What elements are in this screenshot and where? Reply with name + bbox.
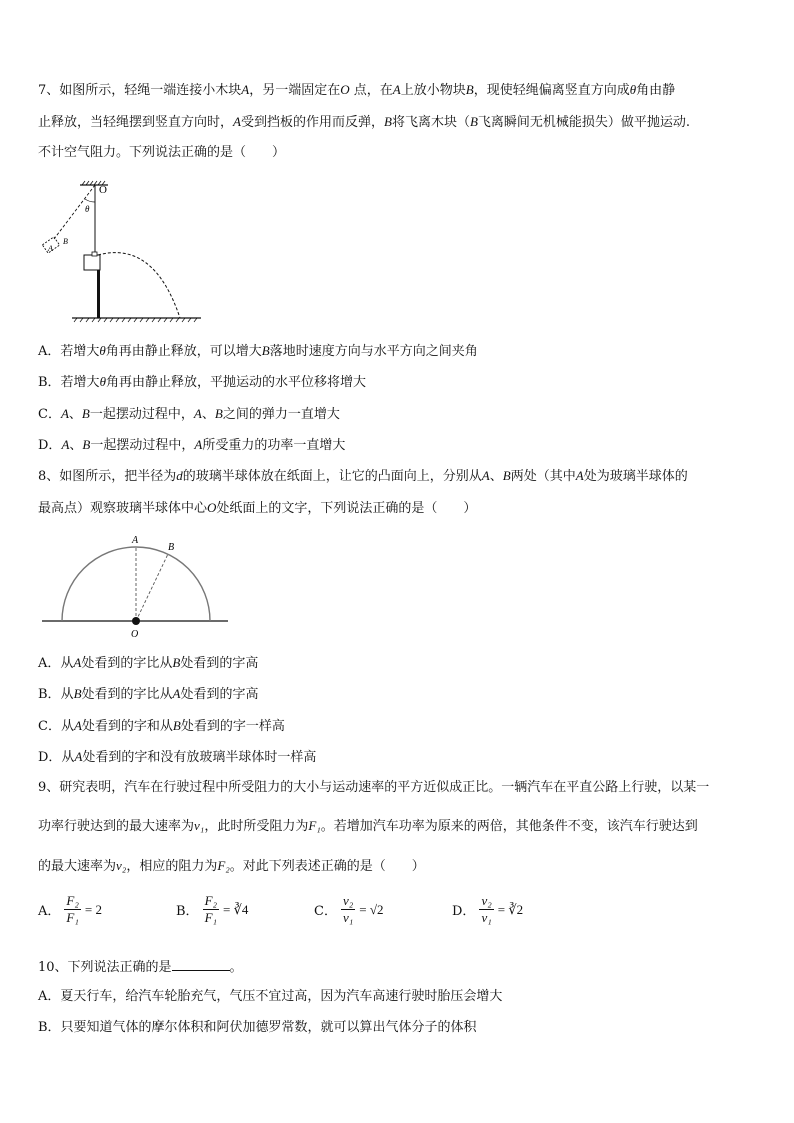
- q9-stem-line-2: 功率行驶达到的最大速率为v₁，此时所受阻力为F₁。若增加汽车功率为原来的两倍，其他条件不变，该汽车行驶达到: [38, 818, 698, 834]
- fig-label-B: B: [63, 237, 68, 246]
- fig-label-B: B: [168, 542, 175, 553]
- q8-option-d[interactable]: D．从A处看到的字和没有放玻璃半球体时一样高: [38, 749, 317, 765]
- q7-pendulum-figure: [36, 178, 206, 328]
- q7-option-c[interactable]: C．A、B一起摆动过程中，A、B之间的弹力一直增大: [38, 406, 340, 422]
- answer-blank[interactable]: [172, 958, 230, 971]
- q7-option-a[interactable]: A．若增大θ角再由静止释放，可以增大B落地时速度方向与水平方向之间夹角: [38, 343, 478, 359]
- q8-stem-line-2: 最高点）观察玻璃半球体中心O处纸面上的文字，下列说法正确的是（ ）: [38, 500, 477, 516]
- q9-stem-line-3: 的最大速率为v₂，相应的阻力为F₂。对此下列表述正确的是（ ）: [38, 858, 425, 874]
- q7-option-b[interactable]: B．若增大θ角再由静止释放，平抛运动的水平位移将增大: [38, 374, 366, 390]
- q7-stem-line-2: 止释放，当轻绳摆到竖直方向时，A受到挡板的作用而反弹，B将飞离木块（B飞离瞬间无机械能损失）做平抛运动.: [38, 114, 691, 130]
- q9-option-c[interactable]: C． $\frac{\text{v₂}}{\text{v₁}}$ = √2: [314, 893, 384, 925]
- q7-option-d[interactable]: D．A、B一起摆动过程中，A所受重力的功率一直增大: [38, 437, 346, 453]
- fig-label-O: O: [99, 184, 107, 196]
- fig-label-theta: θ: [85, 204, 90, 214]
- q7-stem-line-3: 不计空气阻力。下列说法正确的是（ ）: [38, 145, 286, 160]
- q7-stem-line-1: 7、如图所示，轻绳一端连接小木块A，另一端固定在O 点，在A上放小物块B，现使轻绳偏离竖直方向成θ角由静: [38, 82, 676, 98]
- q9-option-b[interactable]: B． $\frac{\text{F₂}}{\text{F₁}}$ = ∛4: [176, 893, 249, 925]
- q9-stem-line-1: 9、研究表明，汽车在行驶过程中所受阻力的大小与运动速率的平方近似成正比。一辆汽车在平直公路上行驶，以某一: [38, 780, 710, 795]
- q10-option-b[interactable]: B．只要知道气体的摩尔体积和阿伏加德罗常数，就可以算出气体分子的体积: [38, 1020, 477, 1035]
- q8-option-c[interactable]: C．从A处看到的字和从B处看到的字一样高: [38, 718, 285, 734]
- q9-option-a[interactable]: A． $\frac{\text{F₂}}{\text{F₁}}$ = 2: [38, 893, 102, 925]
- q10-stem: 10、下列说法正确的是 。: [38, 960, 243, 975]
- q8-option-a[interactable]: A．从A处看到的字比从B处看到的字高: [38, 655, 259, 671]
- fig-label-A: A: [48, 244, 53, 253]
- fig-label-O: O: [131, 629, 139, 640]
- q9-option-d[interactable]: D． $\frac{\text{v₂}}{\text{v₁}}$ = ∛2: [452, 893, 524, 925]
- q10-option-a[interactable]: A．夏天行车，给汽车轮胎充气，气压不宜过高，因为汽车高速行驶时胎压会增大: [38, 989, 503, 1004]
- q8-option-b[interactable]: B．从B处看到的字比从A处看到的字高: [38, 686, 259, 702]
- q8-hemisphere-figure: [38, 530, 238, 642]
- q8-stem-line-1: 8、如图所示，把半径为d的玻璃半球体放在纸面上，让它的凸面向上，分别从A、B两处（其中A处为玻璃半球体的: [38, 468, 688, 484]
- fig-label-A: A: [132, 535, 139, 546]
